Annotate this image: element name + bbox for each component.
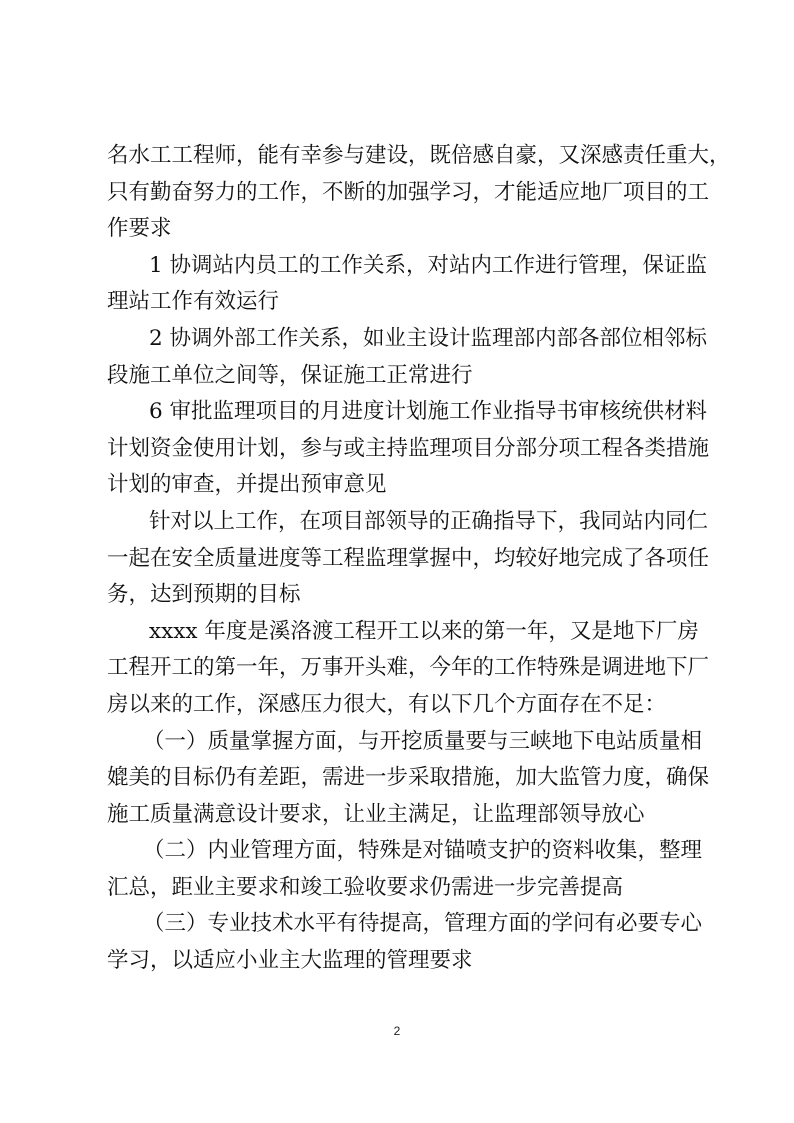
text-line: 务，达到预期的目标	[107, 582, 301, 608]
page-number: 2	[393, 1024, 401, 1038]
paragraph-start-line: 1 协调站内员工的工作关系，对站内工作进行管理，保证监	[149, 252, 708, 278]
paragraph-start-line: xxxx 年度是溪洛渡工程开工以来的第一年，又是地下厂房	[149, 618, 699, 644]
text-line: 作要求	[107, 216, 172, 242]
text-line: 计划的审查，并提出预审意见	[107, 472, 387, 498]
paragraph-start-line: （二）内业管理方面，特殊是对锚喷支护的资料收集，整理	[143, 838, 703, 864]
text-line: 只有勤奋努力的工作，不断的加强学习，才能适应地厂项目的工	[107, 179, 710, 205]
text-line: 学习，以适应小业主大监理的管理要求	[107, 948, 473, 974]
paragraph-start-line: （一）质量掌握方面，与开挖质量要与三峡地下电站质量相	[143, 728, 703, 754]
text-line: 媲美的目标仍有差距，需进一步采取措施，加大监管力度，确保	[107, 765, 710, 791]
text-line: 理站工作有效运行	[107, 289, 280, 315]
paragraph-start-line: （三）专业技术水平有待提高，管理方面的学问有必要专心	[143, 911, 703, 937]
text-line: 计划资金使用计划，参与或主持监理项目分部分项工程各类措施	[107, 435, 710, 461]
paragraph-start-line: 6 审批监理项目的月进度计划施工作业指导书审核统供材料	[149, 399, 708, 425]
text-line: 施工质量满意设计要求，让业主满足，让监理部领导放心	[107, 801, 645, 827]
text-line: 名水工工程师，能有幸参与建设，既倍感自豪，又深感责任重大，	[107, 143, 731, 168]
paragraph-start-line: 针对以上工作，在项目部领导的正确指导下，我同站内同仁	[149, 508, 709, 534]
text-line: 房以来的工作，深感压力很大，有以下几个方面存在不足：	[107, 691, 667, 717]
paragraph-start-line: 2 协调外部工作关系，如业主设计监理部内部各部位相邻标	[149, 325, 708, 351]
document-body	[107, 138, 731, 980]
text-line: 一起在安全质量进度等工程监理掌握中，均较好地完成了各项任	[107, 545, 710, 571]
text-line: 段施工单位之间等，保证施工正常进行	[107, 362, 473, 388]
text-line: 汇总，距业主要求和竣工验收要求仍需进一步完善提高	[107, 874, 624, 900]
text-line: 工程开工的第一年，万事开头难，今年的工作特殊是调进地下厂	[107, 655, 710, 681]
